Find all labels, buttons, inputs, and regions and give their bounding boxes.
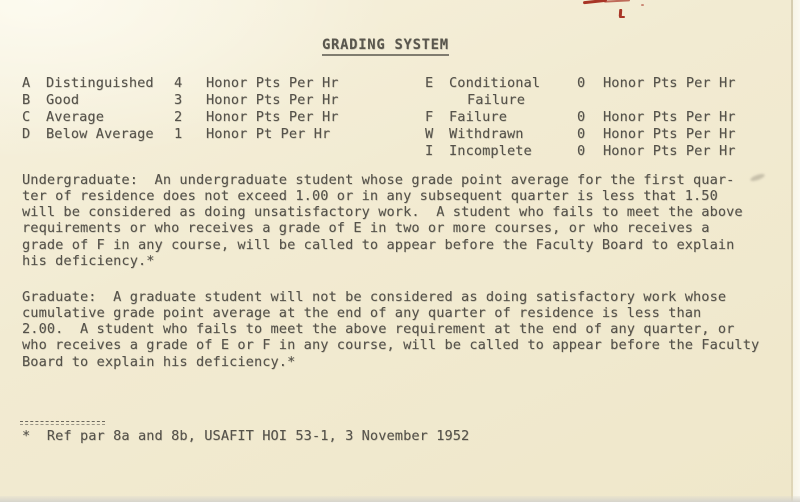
red-ink-check-mark <box>619 16 625 18</box>
grade-points: 0 <box>577 75 586 91</box>
grade-letter: A <box>22 75 31 91</box>
grade-description: Distinguished <box>46 75 154 91</box>
grade-unit: Honor Pts Per Hr <box>603 75 736 91</box>
text-line: 2.00. A student who fails to meet the above requirement at the end of any quarter, or <box>22 321 735 338</box>
grade-row <box>425 144 785 161</box>
text-line: Board to explain his deficiency.* <box>22 353 296 370</box>
grade-points: 1 <box>174 126 183 142</box>
text-line: ter of residence does not exceed 1.00 or in any subsequent quarter is less that 1.50 <box>22 188 718 205</box>
text-line: who receives a grade of E or F in any course, will be called to appear before the Faculty <box>22 337 760 354</box>
text-line: his deficiency.* <box>22 252 155 269</box>
grade-letter: W <box>425 126 434 142</box>
text-line: cumulative grade point average at the end of any quarter of residence is less than <box>22 305 702 322</box>
grade-row <box>22 93 382 110</box>
undergraduate-paragraph <box>22 172 743 269</box>
text-line: will be considered as doing unsatisfactory work. A student who fails to meet the above <box>22 204 743 221</box>
grade-unit: Honor Pts Per Hr <box>603 109 736 125</box>
text-line: requirements or who receives a grade of E in two or more courses, or who receives a <box>22 220 710 237</box>
card-edge-right <box>793 0 800 502</box>
grade-letter: B <box>22 92 31 108</box>
grade-description: Failure <box>449 109 507 125</box>
text-line: grade of F in any course, will be called to appear before the Faculty Board to explain <box>22 236 735 253</box>
text-line: Undergraduate: An undergraduate student whose grade point average for the first quar- <box>22 172 735 188</box>
grade-row <box>22 127 382 144</box>
card-edge-bottom <box>0 496 800 502</box>
grade-row <box>425 110 785 127</box>
grade-row <box>425 127 785 144</box>
grade-letter: F <box>425 109 434 125</box>
grade-unit: Honor Pts Per Hr <box>603 126 736 142</box>
grade-unit: Honor Pts Per Hr <box>206 109 339 125</box>
grade-points: 3 <box>174 92 183 108</box>
grade-unit: Honor Pts Per Hr <box>206 75 339 91</box>
grade-letter: D <box>22 126 31 142</box>
pencil-smudge <box>750 173 766 183</box>
grade-row <box>425 75 785 108</box>
grade-letter: E <box>425 75 434 91</box>
grade-letter: I <box>425 143 434 159</box>
grade-description: Conditional <box>449 75 541 91</box>
text-line: Graduate: A graduate student will not be considered as doing satisfactory work whose <box>22 289 727 305</box>
grade-unit: Honor Pts Per Hr <box>206 92 339 108</box>
grade-points: 4 <box>174 75 183 91</box>
red-ink-streak <box>604 0 630 3</box>
footnote-divider <box>20 421 105 425</box>
grade-points: 0 <box>577 143 586 159</box>
grade-unit: Honor Pt Per Hr <box>206 126 331 142</box>
grade-description-line2: Failure <box>467 92 525 108</box>
grade-points: 0 <box>577 109 586 125</box>
grade-row <box>22 110 382 127</box>
grade-description: Withdrawn <box>449 126 524 142</box>
graduate-paragraph <box>22 289 759 370</box>
grade-description: Average <box>46 109 104 125</box>
document-title: GRADING SYSTEM <box>322 37 449 56</box>
grade-description: Below Average <box>46 126 154 142</box>
grade-description: Incomplete <box>449 143 532 159</box>
grade-points: 0 <box>577 126 586 142</box>
red-ink-mark <box>575 0 655 22</box>
red-ink-dot <box>641 4 644 6</box>
grade-row <box>22 76 382 93</box>
grade-letter: C <box>22 109 31 125</box>
grade-points: 2 <box>174 109 183 125</box>
grade-unit: Honor Pts Per Hr <box>603 143 736 159</box>
grade-description: Good <box>46 92 80 108</box>
footnote-text: * Ref par 8a and 8b, USAFIT HOI 53-1, 3 November 1952 <box>22 428 470 444</box>
